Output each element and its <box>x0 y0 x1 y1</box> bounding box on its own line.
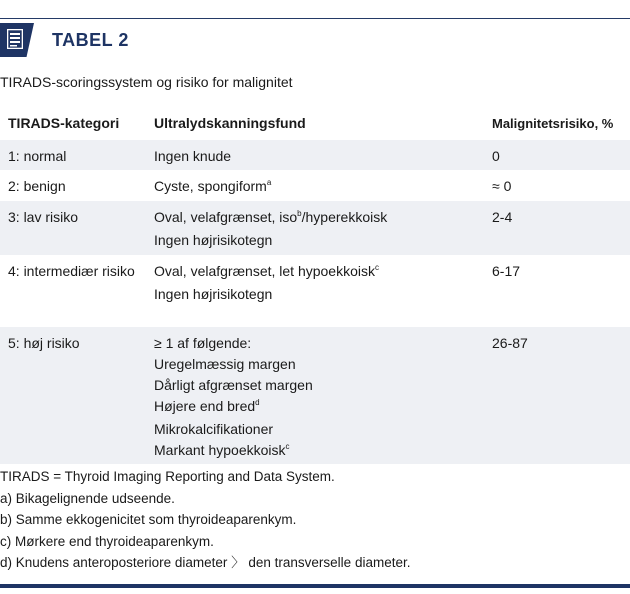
footnote: b) Samme ekkogenicitet som thyroideaparenkym. <box>0 512 297 527</box>
category-cell: 3: lav risiko <box>8 209 79 225</box>
footnote: TIRADS = Thyroid Imaging Reporting and Data System. <box>0 469 335 484</box>
table-row <box>0 255 630 327</box>
column-header-category: TIRADS-kategori <box>8 115 120 131</box>
risk-cell: 2-4 <box>492 209 513 225</box>
column-header-findings: Ultralydskanningsfund <box>154 115 306 131</box>
category-cell: 1: normal <box>8 148 67 164</box>
findings-cell: Oval, velafgrænset, iso$^b$/hyperekkoisk Ingen højrisikotegn <box>154 209 388 248</box>
footnote: d) Knudens anteroposteriore diameter 〉 den transverselle diameter. <box>0 555 411 570</box>
findings-cell: Oval, velafgrænset, let hypoekkoisk$^c$ Ingen højrisikotegn <box>154 263 379 302</box>
column-header-risk: Malignitetsrisiko, % <box>492 116 614 131</box>
table-row <box>0 327 630 464</box>
footnote: a) Bikagelignende udseende. <box>0 490 175 506</box>
risk-cell: 0 <box>492 148 500 164</box>
table-row <box>0 170 630 201</box>
bottom-rule <box>0 584 630 588</box>
risk-cell: ≈ 0 <box>492 178 512 194</box>
category-cell: 4: intermediær risiko <box>8 263 135 279</box>
table-label: TABEL 2 <box>52 30 129 50</box>
risk-cell: 26-87 <box>492 335 528 351</box>
document-icon <box>7 29 23 49</box>
table-row <box>0 140 630 170</box>
category-cell: 2: benign <box>8 178 66 194</box>
table-header-row <box>0 104 630 140</box>
table-row <box>0 201 630 255</box>
findings-cell: Cyste, spongiform$^a$ <box>154 178 272 194</box>
top-rule <box>0 18 630 19</box>
table-caption: TIRADS-scoringssystem og risiko for malignitet <box>0 74 293 90</box>
risk-cell: 6-17 <box>492 263 521 279</box>
footnote: c) Mørkere end thyroideaparenkym. <box>0 533 214 549</box>
category-cell: 5: høj risiko <box>8 335 80 351</box>
findings-cell: Ingen knude <box>154 148 232 164</box>
table-footnotes <box>0 466 410 574</box>
findings-cell: ≥ 1 af følgende: Uregelmæssig margen Dårligt afgrænset margen Højere end bred$^d$ Mikrokalcifikationer Markant hypoekkoisk$^c$ <box>154 335 313 458</box>
table-badge <box>0 23 34 57</box>
tirads-table <box>0 104 630 464</box>
